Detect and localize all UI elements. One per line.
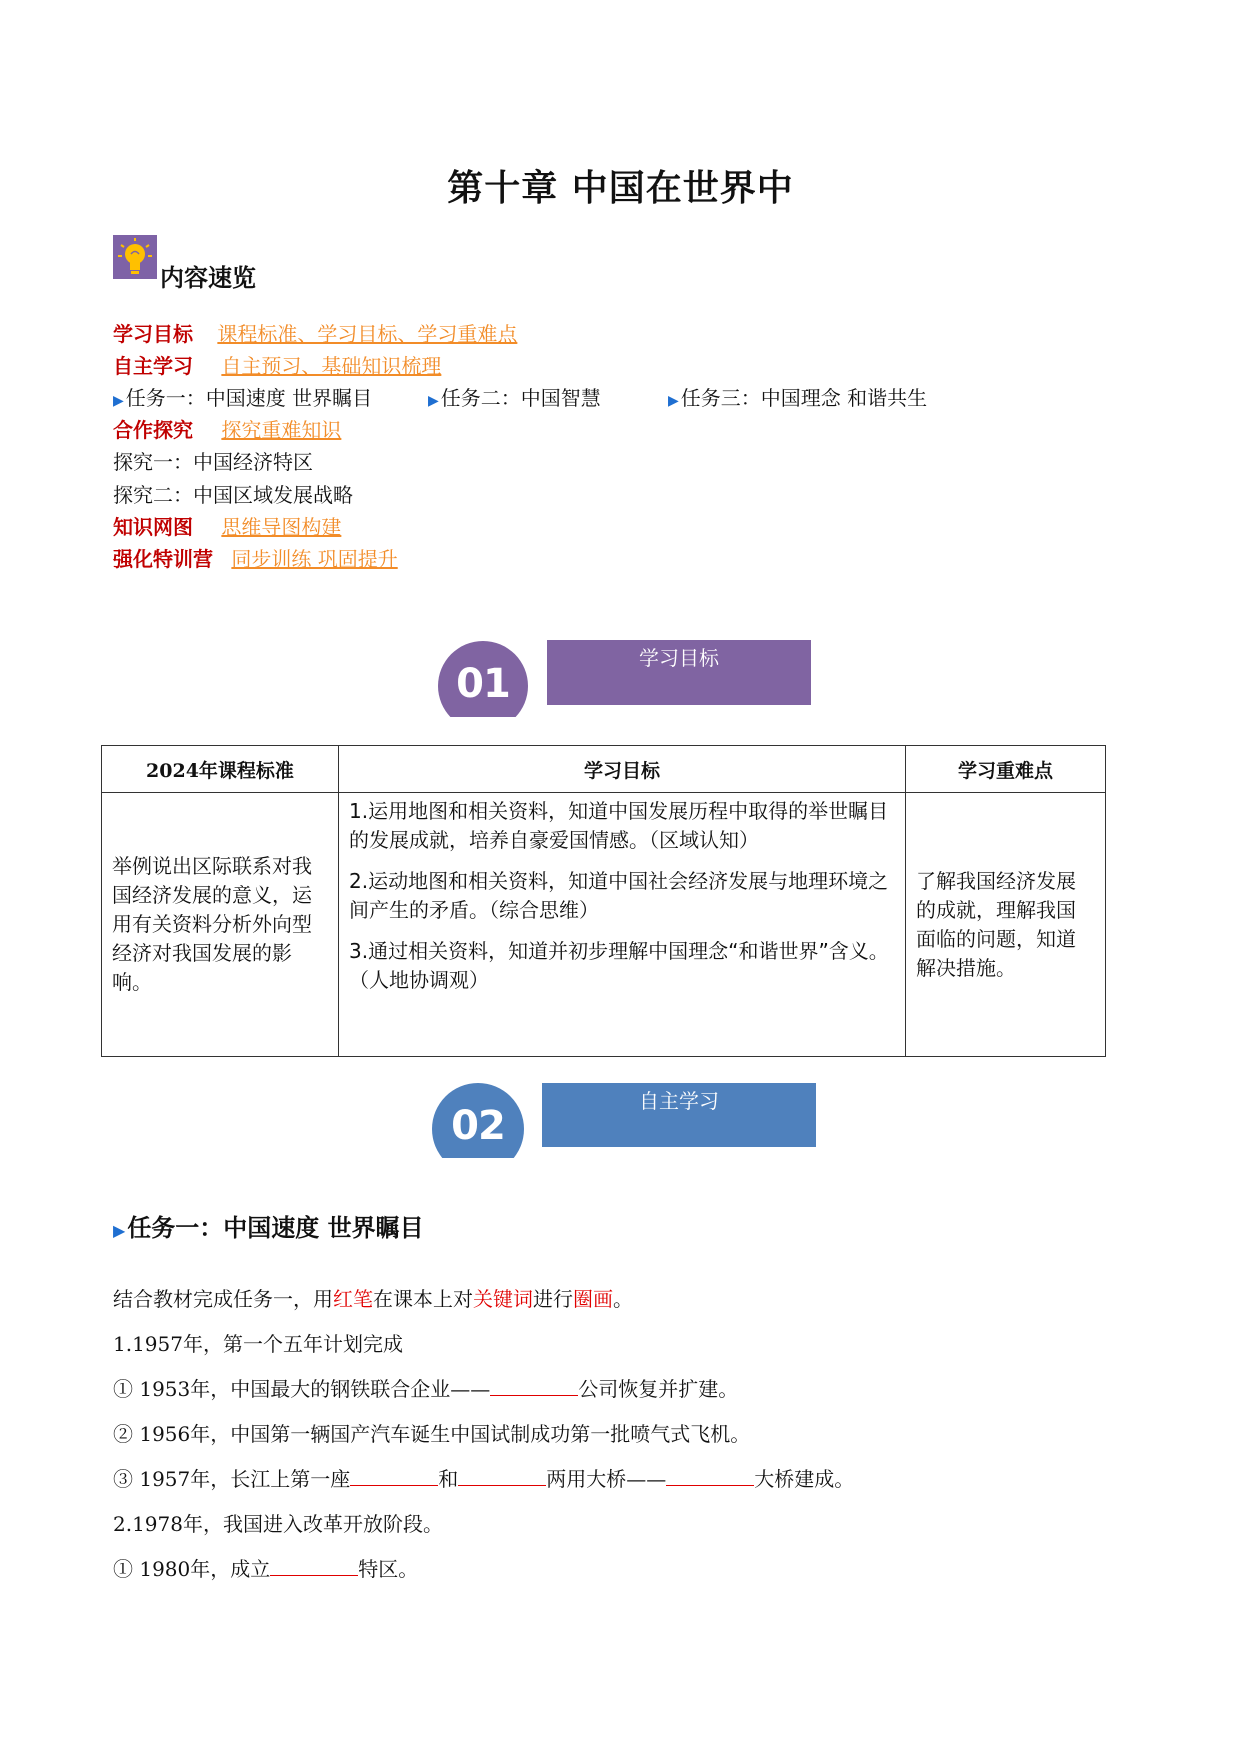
triangle-icon: ▶ <box>113 1221 126 1240</box>
nav-task-2[interactable]: ▶ 任务二：中国智慧 <box>428 386 601 410</box>
nav-training-label: 强化特训营 <box>113 547 213 571</box>
nav-explore-link[interactable]: 探究重难知识 <box>221 418 342 442</box>
section-01-label: 学习目标 <box>547 640 811 705</box>
lightbulb-icon <box>113 235 157 279</box>
difficulty-cell: 了解我国经济发展的成就，理解我国面临的问题，知道解决措施。 <box>906 793 1106 1057</box>
task1-heading: ▶任务一：中国速度 世界瞩目 <box>113 1214 424 1242</box>
nav-self-study <box>113 350 441 382</box>
fill-blank[interactable] <box>490 1377 578 1396</box>
objective-1: 1.运用地图和相关资料，知道中国发展历程中取得的举世瞩目的发展成就，培养自豪爱国情感。（区域认知） <box>349 799 889 852</box>
item1-b: ② 1956年，中国第一辆国产汽车诞生中国试制成功第一批喷气式飞机。 <box>113 1422 751 1446</box>
task1-instruction: 结合教材完成任务一，用红笔在课本上对关键词进行圈画。 <box>113 1287 633 1311</box>
nav-explore <box>113 414 341 446</box>
nav-explore-label: 合作探究 <box>113 418 193 442</box>
nav-goals-label: 学习目标 <box>113 322 193 346</box>
nav-self-study-label: 自主学习 <box>113 354 193 378</box>
standard-cell: 举例说出区际联系对我国经济发展的意义，运用有关资料分析外向型经济对我国发展的影响。 <box>102 793 339 1057</box>
item1-c: ③ 1957年，长江上第一座 和 两用大桥—— 大桥建成。 <box>113 1467 855 1491</box>
header-standard: 2024年课程标准 <box>102 746 339 793</box>
nav-self-study-link[interactable]: 自主预习、基础知识梳理 <box>221 354 442 378</box>
fill-blank[interactable] <box>270 1557 358 1576</box>
nav-task-1[interactable]: ▶ 任务一：中国速度 世界瞩目 <box>113 386 373 410</box>
explore-item-2: 探究二：中国区域发展战略 <box>113 483 353 507</box>
nav-task-list <box>113 382 927 417</box>
section-01-number: 01 <box>456 661 510 707</box>
header-difficulty: 学习重难点 <box>906 746 1106 793</box>
objective-3: 3.通过相关资料，知道并初步理解中国理念“和谐世界”含义。（人地协调观） <box>349 939 889 992</box>
nav-training-link[interactable]: 同步训练 巩固提升 <box>231 547 398 571</box>
objectives-cell <box>339 793 906 1057</box>
triangle-icon: ▶ <box>428 393 439 409</box>
header-objectives: 学习目标 <box>339 746 906 793</box>
item1-title: 1.1957年，第一个五年计划完成 <box>113 1332 403 1356</box>
page-title: 第十章 中国在世界中 <box>447 167 794 209</box>
triangle-icon: ▶ <box>668 393 679 409</box>
table-row <box>102 793 1106 1057</box>
item1-a: ① 1953年，中国最大的钢铁联合企业—— 公司恢复并扩建。 <box>113 1377 739 1401</box>
nav-mindmap <box>113 511 341 543</box>
triangle-icon: ▶ <box>113 393 124 409</box>
goals-table <box>101 745 1106 1057</box>
nav-goals-link[interactable]: 课程标准、学习目标、学习重难点 <box>217 322 518 346</box>
fill-blank[interactable] <box>350 1467 438 1486</box>
nav-training <box>113 543 398 575</box>
objective-2: 2.运动地图和相关资料，知道中国社会经济发展与地理环境之间产生的矛盾。（综合思维） <box>349 869 889 922</box>
explore-item-1: 探究一：中国经济特区 <box>113 450 313 474</box>
section-02-label: 自主学习 <box>542 1083 816 1147</box>
nav-mindmap-label: 知识网图 <box>113 515 193 539</box>
nav-mindmap-link[interactable]: 思维导图构建 <box>221 515 342 539</box>
fill-blank[interactable] <box>458 1467 546 1486</box>
fill-blank[interactable] <box>666 1467 754 1486</box>
overview-heading: 内容速览 <box>160 264 256 292</box>
section-02-number: 02 <box>451 1103 505 1149</box>
section-02-badge <box>432 1083 524 1158</box>
item2-title: 2.1978年，我国进入改革开放阶段。 <box>113 1512 443 1536</box>
item2-a: ① 1980年，成立 特区。 <box>113 1557 419 1581</box>
section-01-badge <box>438 641 528 717</box>
nav-task-3[interactable]: ▶ 任务三：中国理念 和谐共生 <box>668 386 928 410</box>
nav-goals <box>113 318 517 350</box>
table-header-row <box>102 746 1106 793</box>
